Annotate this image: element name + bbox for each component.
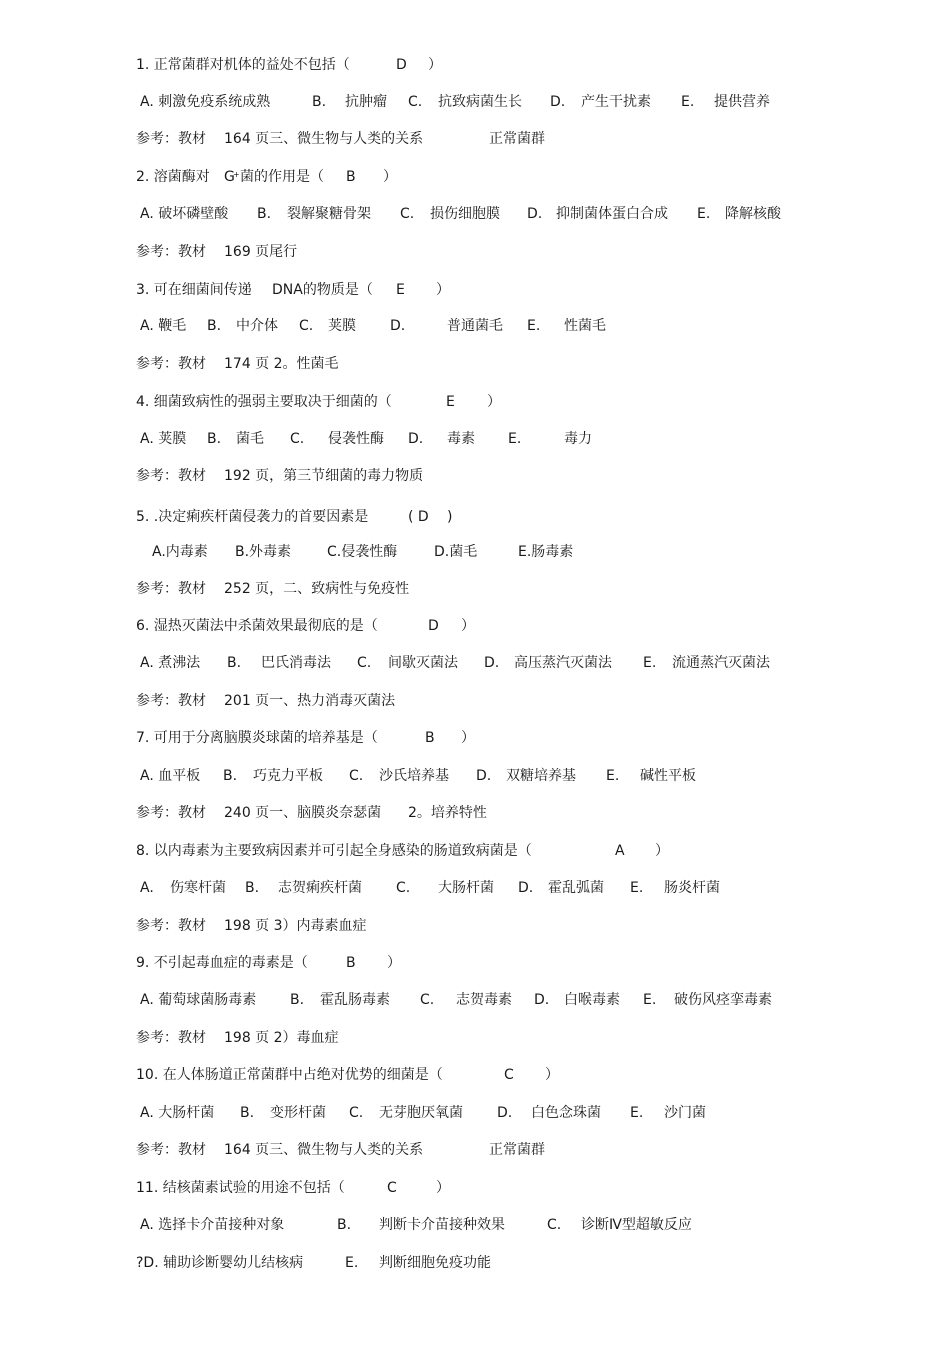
question-7-reference <box>0 802 950 824</box>
option-b-text: 变形杆菌 <box>270 1105 326 1121</box>
reference-label: 参考：教材 <box>136 356 206 372</box>
question-4-stem <box>0 391 950 413</box>
answer-close: ) <box>447 509 453 525</box>
question-6-options <box>0 652 950 674</box>
option-a: A. 血平板 <box>140 768 201 784</box>
option-e-text: 碱性平板 <box>640 768 696 784</box>
option-c-text: 无芽胞厌氧菌 <box>379 1105 463 1121</box>
option-c-letter: C. <box>400 206 415 222</box>
option-a: A. 煮沸法 <box>140 655 201 671</box>
reference-text: 192 页，第三节细菌的毒力物质 <box>224 468 424 484</box>
option-e-text: 破伤风痉挛毒素 <box>674 992 772 1008</box>
reference-text: 198 页 3）内毒素血症 <box>224 918 367 934</box>
question-11-options-continued <box>0 1252 950 1274</box>
option-e-letter: E. <box>606 768 620 784</box>
question-3-stem <box>0 279 950 301</box>
option-c-letter: C. <box>349 768 364 784</box>
option-d-text: 白色念珠菌 <box>531 1105 601 1121</box>
question-5-stem <box>0 506 950 528</box>
answer-letter: ( D <box>408 509 429 525</box>
option-a: A.内毒素 <box>152 544 208 560</box>
option-b-letter: B. <box>257 206 272 222</box>
option-c-letter: C. <box>357 655 372 671</box>
option-d-letter: D. <box>527 206 543 222</box>
option-d-letter: D. <box>484 655 500 671</box>
option-d-text: 抑制菌体蛋白合成 <box>556 206 668 222</box>
question-4-reference <box>0 465 950 487</box>
option-e-text: 流通蒸汽灭菌法 <box>672 655 770 671</box>
question-stem-text: 3. 可在细菌间传递 <box>136 282 252 298</box>
question-1-options <box>0 91 950 113</box>
option-c-letter: C. <box>299 318 314 334</box>
option-d-letter: D. <box>476 768 492 784</box>
question-1-stem <box>0 54 950 76</box>
answer-letter: B <box>346 955 356 971</box>
question-6-stem <box>0 615 950 637</box>
option-c-text: 志贺毒素 <box>456 992 512 1008</box>
option-d: ?D. 辅助诊断婴幼儿结核病 <box>136 1255 304 1271</box>
option-c-text: 侵袭性酶 <box>328 431 384 447</box>
option-c-letter: C. <box>420 992 435 1008</box>
option-a: A. 选择卡介苗接种对象 <box>140 1217 285 1233</box>
answer-letter: A <box>615 843 625 859</box>
option-b-letter: B. <box>223 768 238 784</box>
option-b-letter: B. <box>337 1217 352 1233</box>
option-c-text: 沙氏培养基 <box>379 768 449 784</box>
answer-letter: C <box>504 1067 514 1083</box>
reference-text: 164 页三、微生物与人类的关系 <box>224 131 424 147</box>
option-b-text: 巴氏消毒法 <box>261 655 331 671</box>
option-d-letter: D. <box>518 880 534 896</box>
option-e-letter: E. <box>630 1105 644 1121</box>
option-e-text: 提供营养 <box>714 94 770 110</box>
option-d-letter: D. <box>550 94 566 110</box>
question-stem-text: 6. 湿热灭菌法中杀菌效果最彻底的是（ <box>136 618 378 634</box>
question-stem-text: 1. 正常菌群对机体的益处不包括（ <box>136 57 350 73</box>
option-e-text: 肠炎杆菌 <box>664 880 720 896</box>
option-c-letter: C. <box>290 431 305 447</box>
option-e: E.肠毒素 <box>518 544 574 560</box>
option-d-text: 产生干扰素 <box>581 94 651 110</box>
answer-close: ） <box>545 1067 559 1083</box>
reference-label: 参考：教材 <box>136 244 206 260</box>
option-d-text: 白喉毒素 <box>564 992 620 1008</box>
option-e-letter: E. <box>630 880 644 896</box>
reference-label: 参考：教材 <box>136 1030 206 1046</box>
answer-close: ） <box>428 57 442 73</box>
option-e-text: 判断细胞免疫功能 <box>379 1255 491 1271</box>
answer-letter: C <box>387 1180 397 1196</box>
question-3-options <box>0 315 950 337</box>
option-c-text: 损伤细胞膜 <box>430 206 500 222</box>
option-b-text: 裂解聚糖骨架 <box>287 206 371 222</box>
option-b-letter: B. <box>245 880 260 896</box>
question-3-reference <box>0 353 950 375</box>
question-stem-text: 4. 细菌致病性的强弱主要取决于细菌的（ <box>136 394 392 410</box>
reference-text-extra: 正常菌群 <box>489 1142 545 1158</box>
option-a: A. 刺激免疫系统成熟 <box>140 94 271 110</box>
option-b-letter: B. <box>312 94 327 110</box>
option-a: A. 破坏磷壁酸 <box>140 206 229 222</box>
answer-close: ） <box>436 1180 450 1196</box>
question-11-stem <box>0 1177 950 1199</box>
answer-letter: E <box>396 282 405 298</box>
question-5-options <box>0 541 950 563</box>
option-e-text: 降解核酸 <box>725 206 781 222</box>
question-5-reference <box>0 578 950 600</box>
question-stem-text: 10. 在人体肠道正常菌群中占绝对优势的细菌是（ <box>136 1067 443 1083</box>
option-e-letter: E. <box>508 431 522 447</box>
reference-text-extra: 正常菌群 <box>489 131 545 147</box>
reference-text: 174 页 2。性菌毛 <box>224 356 339 372</box>
option-b-letter: B. <box>207 318 222 334</box>
question-2-stem <box>0 166 950 188</box>
option-b-text: 菌毛 <box>236 431 264 447</box>
reference-label: 参考：教材 <box>136 131 206 147</box>
option-b-letter: B. <box>207 431 222 447</box>
question-10-stem <box>0 1064 950 1086</box>
question-8-options <box>0 877 950 899</box>
option-a-text: 伤寒杆菌 <box>170 880 226 896</box>
reference-label: 参考：教材 <box>136 805 206 821</box>
option-e-text: 沙门菌 <box>664 1105 706 1121</box>
question-8-reference <box>0 915 950 937</box>
option-e-text: 性菌毛 <box>564 318 606 334</box>
option-b-letter: B. <box>240 1105 255 1121</box>
reference-text: 252 页，二、致病性与免疫性 <box>224 581 410 597</box>
option-b-text: 霍乱肠毒素 <box>320 992 390 1008</box>
reference-text: 164 页三、微生物与人类的关系 <box>224 1142 424 1158</box>
reference-text: 198 页 2）毒血症 <box>224 1030 339 1046</box>
option-d: D.菌毛 <box>434 544 478 560</box>
option-b-letter: B. <box>227 655 242 671</box>
option-c-text: 间歇灭菌法 <box>388 655 458 671</box>
reference-label: 参考：教材 <box>136 693 206 709</box>
answer-close: ） <box>655 843 669 859</box>
question-11-options <box>0 1214 950 1236</box>
answer-letter: D <box>396 57 407 73</box>
option-c: C.侵袭性酶 <box>327 544 398 560</box>
option-d-text: 霍乱弧菌 <box>548 880 604 896</box>
option-c-text: 抗致病菌生长 <box>438 94 522 110</box>
answer-close: ） <box>487 394 501 410</box>
option-e-letter: E. <box>643 992 657 1008</box>
question-10-options <box>0 1102 950 1124</box>
question-9-reference <box>0 1027 950 1049</box>
answer-letter: D <box>428 618 439 634</box>
option-c-text: 大肠杆菌 <box>438 880 494 896</box>
answer-close: ） <box>383 169 397 185</box>
option-b-text: 判断卡介苗接种效果 <box>379 1217 505 1233</box>
option-a: A. 葡萄球菌肠毒素 <box>140 992 257 1008</box>
option-d-letter: D. <box>408 431 424 447</box>
question-7-stem <box>0 727 950 749</box>
option-d-letter: D. <box>497 1105 513 1121</box>
reference-text: 240 页一、脑膜炎奈瑟菌 <box>224 805 382 821</box>
reference-label: 参考：教材 <box>136 468 206 484</box>
question-stem-text: 2. 溶菌酶对 <box>136 169 210 185</box>
option-d-text: 毒素 <box>447 431 475 447</box>
question-10-reference <box>0 1139 950 1161</box>
option-c-letter: C. <box>547 1217 562 1233</box>
question-7-options <box>0 765 950 787</box>
option-c-text: 荚膜 <box>328 318 356 334</box>
reference-text: 201 页一、热力消毒灭菌法 <box>224 693 396 709</box>
option-a: A. 大肠杆菌 <box>140 1105 215 1121</box>
option-d-text: 普通菌毛 <box>447 318 503 334</box>
option-e-letter: E. <box>697 206 711 222</box>
question-2-reference <box>0 241 950 263</box>
option-b-text: 中介体 <box>236 318 278 334</box>
question-9-stem <box>0 952 950 974</box>
option-a: A. 荚膜 <box>140 431 187 447</box>
question-stem-text: 8. 以内毒素为主要致病因素并可引起全身感染的肠道致病菌是（ <box>136 843 532 859</box>
question-1-reference <box>0 128 950 150</box>
question-stem-text: 5. .决定痢疾杆菌侵袭力的首要因素是 <box>136 509 369 525</box>
question-stem-text: 11. 结核菌素试验的用途不包括（ <box>136 1180 345 1196</box>
reference-label: 参考：教材 <box>136 918 206 934</box>
question-stem-text: 7. 可用于分离脑膜炎球菌的培养基是（ <box>136 730 378 746</box>
gram-positive-sup: + <box>233 170 240 179</box>
option-b: B.外毒素 <box>235 544 292 560</box>
option-b-text: 抗肿瘤 <box>345 94 387 110</box>
answer-letter: B <box>346 169 356 185</box>
question-4-options <box>0 428 950 450</box>
question-stem-tail: DNA的物质是（ <box>272 282 373 298</box>
answer-close: ） <box>436 282 450 298</box>
option-a: A. 鞭毛 <box>140 318 187 334</box>
option-a-letter: A. <box>140 880 154 896</box>
question-8-stem <box>0 840 950 862</box>
answer-close: ） <box>461 618 475 634</box>
reference-text: 169 页尾行 <box>224 244 298 260</box>
gram-symbol: G <box>224 169 235 185</box>
option-b-text: 巧克力平板 <box>253 768 323 784</box>
option-e-letter: E. <box>345 1255 359 1271</box>
option-c-text: 诊断Ⅳ型超敏反应 <box>581 1217 692 1233</box>
reference-label: 参考：教材 <box>136 581 206 597</box>
question-stem-tail: 菌的作用是（ <box>240 169 324 185</box>
option-d-letter: D. <box>534 992 550 1008</box>
option-b-letter: B. <box>290 992 305 1008</box>
question-9-options <box>0 989 950 1011</box>
option-c-letter: C. <box>408 94 423 110</box>
question-stem-text: 9. 不引起毒血症的毒素是（ <box>136 955 308 971</box>
option-b-text: 志贺痢疾杆菌 <box>278 880 362 896</box>
option-e-letter: E. <box>643 655 657 671</box>
option-d-text: 高压蒸汽灭菌法 <box>514 655 612 671</box>
answer-letter: B <box>425 730 435 746</box>
option-e-letter: E. <box>681 94 695 110</box>
option-d-letter: D. <box>390 318 406 334</box>
option-e-text: 毒力 <box>564 431 592 447</box>
answer-letter: E <box>446 394 455 410</box>
reference-label: 参考：教材 <box>136 1142 206 1158</box>
reference-text-extra: 2。培养特性 <box>408 805 487 821</box>
question-2-options <box>0 203 950 225</box>
option-c-letter: C. <box>396 880 411 896</box>
answer-close: ） <box>387 955 401 971</box>
question-6-reference <box>0 690 950 712</box>
answer-close: ） <box>461 730 475 746</box>
option-e-letter: E. <box>527 318 541 334</box>
option-c-letter: C. <box>349 1105 364 1121</box>
option-d-text: 双糖培养基 <box>506 768 576 784</box>
